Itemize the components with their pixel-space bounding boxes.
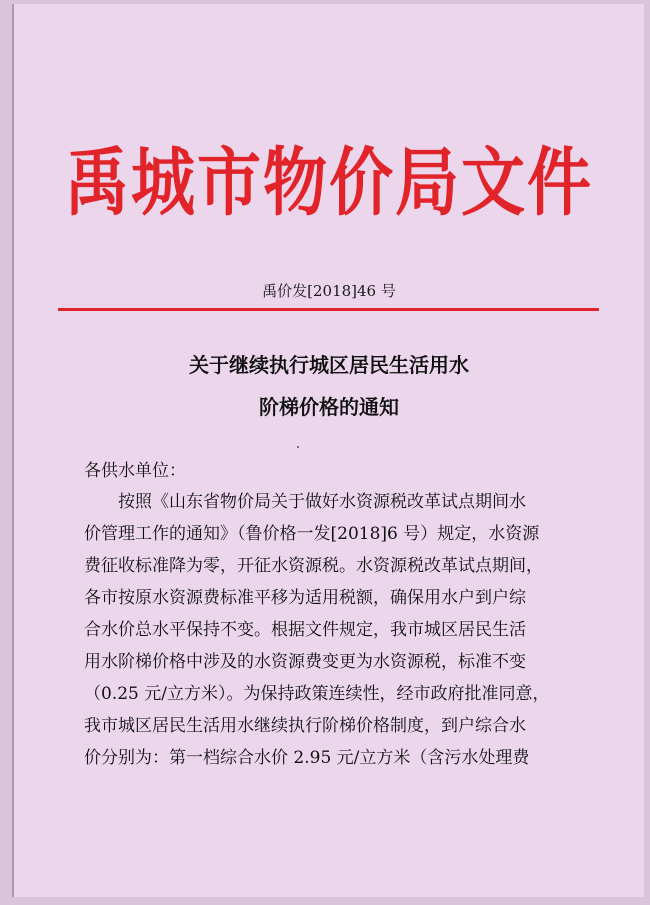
notice-title-line-1: 关于继续执行城区居民生活用水 (189, 353, 469, 377)
document-number: 禹价发[2018]46 号 (262, 282, 396, 300)
red-divider-line (58, 308, 599, 311)
body-line: 各市按原水资源费标准平移为适用税额，确保用水户到户综 (84, 588, 526, 608)
body-line: 价分别为：第一档综合水价 2.95 元/立方米（含污水处理费 (84, 748, 530, 768)
notice-title (14, 344, 644, 428)
body-line: 合水价总水平保持不变。根据文件规定，我市城区居民生活 (84, 620, 526, 640)
notice-title-line-2: 阶梯价格的通知 (259, 395, 399, 419)
document-header-title: 禹城市物价局文件 (65, 141, 593, 227)
body-line: 我市城区居民生活用水继续执行阶梯价格制度，到户综合水 (84, 716, 526, 736)
body-text (84, 486, 574, 774)
body-line: 费征收标准降为零，开征水资源税。水资源税改革试点期间， (84, 556, 543, 576)
body-line: 价管理工作的通知》（鲁价格一发[2018]6 号）规定，水资源 (84, 524, 540, 544)
greeting: 各供水单位： (84, 461, 186, 481)
document-page (12, 4, 644, 897)
body-line: 按照《山东省物价局关于做好水资源税改革试点期间水 (84, 492, 526, 512)
stray-dot-mark (297, 446, 299, 448)
body-line: 用水阶梯价格中涉及的水资源费变更为水资源税，标准不变 (84, 652, 526, 672)
body-line: （0.25 元/立方米）。为保持政策连续性，经市政府批准同意， (84, 684, 550, 704)
